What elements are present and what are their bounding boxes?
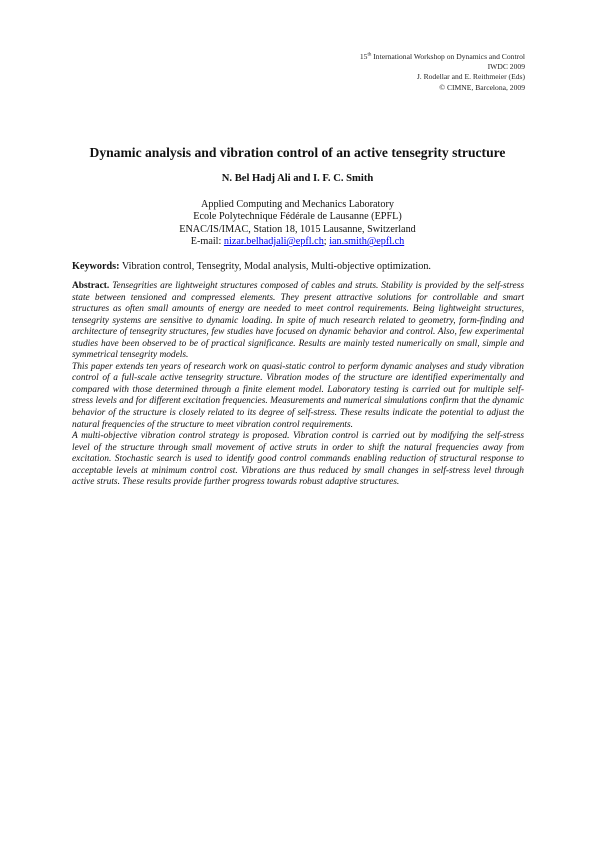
abstract-block [72, 281, 524, 489]
abstract-paragraph-3: A multi-objective vibration control strategy is proposed. Vibration control is carried out by modifying the self-stress level of the structure through small movement of active struts in order to shift the natural frequencies away from excitation. Stochastic search is used to identify good control commands enabling reduction of structural response to acceptable levels at minimum control cost. Vibrations are thus reduced by small changes in self-stress level through active struts. These results provide further progress towards robust adaptive structures. [72, 431, 524, 488]
paper-title: Dynamic analysis and vibration control of an active tensegrity structure [89, 145, 506, 160]
workshop-publisher: © CIMNE, Barcelona, 2009 [439, 82, 525, 92]
paper-authors: N. Bel Hadj Ali and I. F. C. Smith [221, 173, 374, 184]
affiliation-school: Ecole Polytechnique Fédérale de Lausanne (EPFL) [193, 211, 402, 223]
email-label: E-mail: [190, 236, 224, 248]
abstract-text-1: Tensegrities are lightweight structures composed of cables and struts. Stability is provided by the self-stress state between tensioned and compressed elements. They present attractive solutions for controllable and smart structures as often small amounts of energy are needed to meet control requirements. Being lightweight structures, tensegrity systems are sensitive to dynamic loading. In spite of much research related to geometry, form-finding and architecture of tensegrity structures, few studies have focused on dynamic behavior and control. Also, few experimental studies have been observed to be of practical significance. Results are mainly tested numerically on small, simple and symmetrical tensegrity models. [72, 281, 525, 361]
keywords-label: Keywords: [72, 261, 120, 272]
email-separator: ; [323, 236, 330, 248]
email-link-belhadjali[interactable]: nizar.belhadjali@epfl.ch [223, 236, 324, 248]
affiliation-block [60, 199, 535, 249]
keywords-text: Vibration control, Tensegrity, Modal analysis, Multi-objective optimization. [119, 261, 431, 272]
workshop-ordinal-suffix: th [367, 52, 372, 58]
conference-header [265, 52, 525, 93]
workshop-name: International Workshop on Dynamics and Control [373, 52, 525, 61]
workshop-editors: J. Rodellar and E. Reithmeier (Eds) [416, 72, 525, 82]
workshop-ordinal: 15 [359, 52, 368, 61]
affiliation-address: ENAC/IS/IMAC, Station 18, 1015 Lausanne, Switzerland [179, 223, 416, 235]
keywords-line [72, 261, 524, 273]
abstract-label: Abstract. [72, 281, 110, 291]
workshop-line [265, 52, 525, 62]
affiliation-lab: Applied Computing and Mechanics Laboratory [201, 199, 394, 210]
abstract-paragraph-2: This paper extends ten years of research work on quasi-static control to perform dynamic analyses and study vibration control of a full-scale active tensegrity structure. Vibration modes of the structure are identified experimentally and compared with those determined through a finite element model. Laboratory testing is carried out for multiple self-stress levels and for different excitation frequencies. Measurements and numerical simulations confirm that the dynamic behavior of the structure is closely related to its degree of self-stress. These results indicate the potential to adjust the natural frequencies of the structure to meet vibration control requirements. [72, 361, 524, 430]
affiliation-emails [60, 236, 535, 248]
abstract-paragraph-1 [72, 281, 524, 362]
email-link-smith[interactable]: ian.smith@epfl.ch [329, 236, 405, 248]
workshop-short-name: IWDC 2009 [487, 62, 525, 72]
